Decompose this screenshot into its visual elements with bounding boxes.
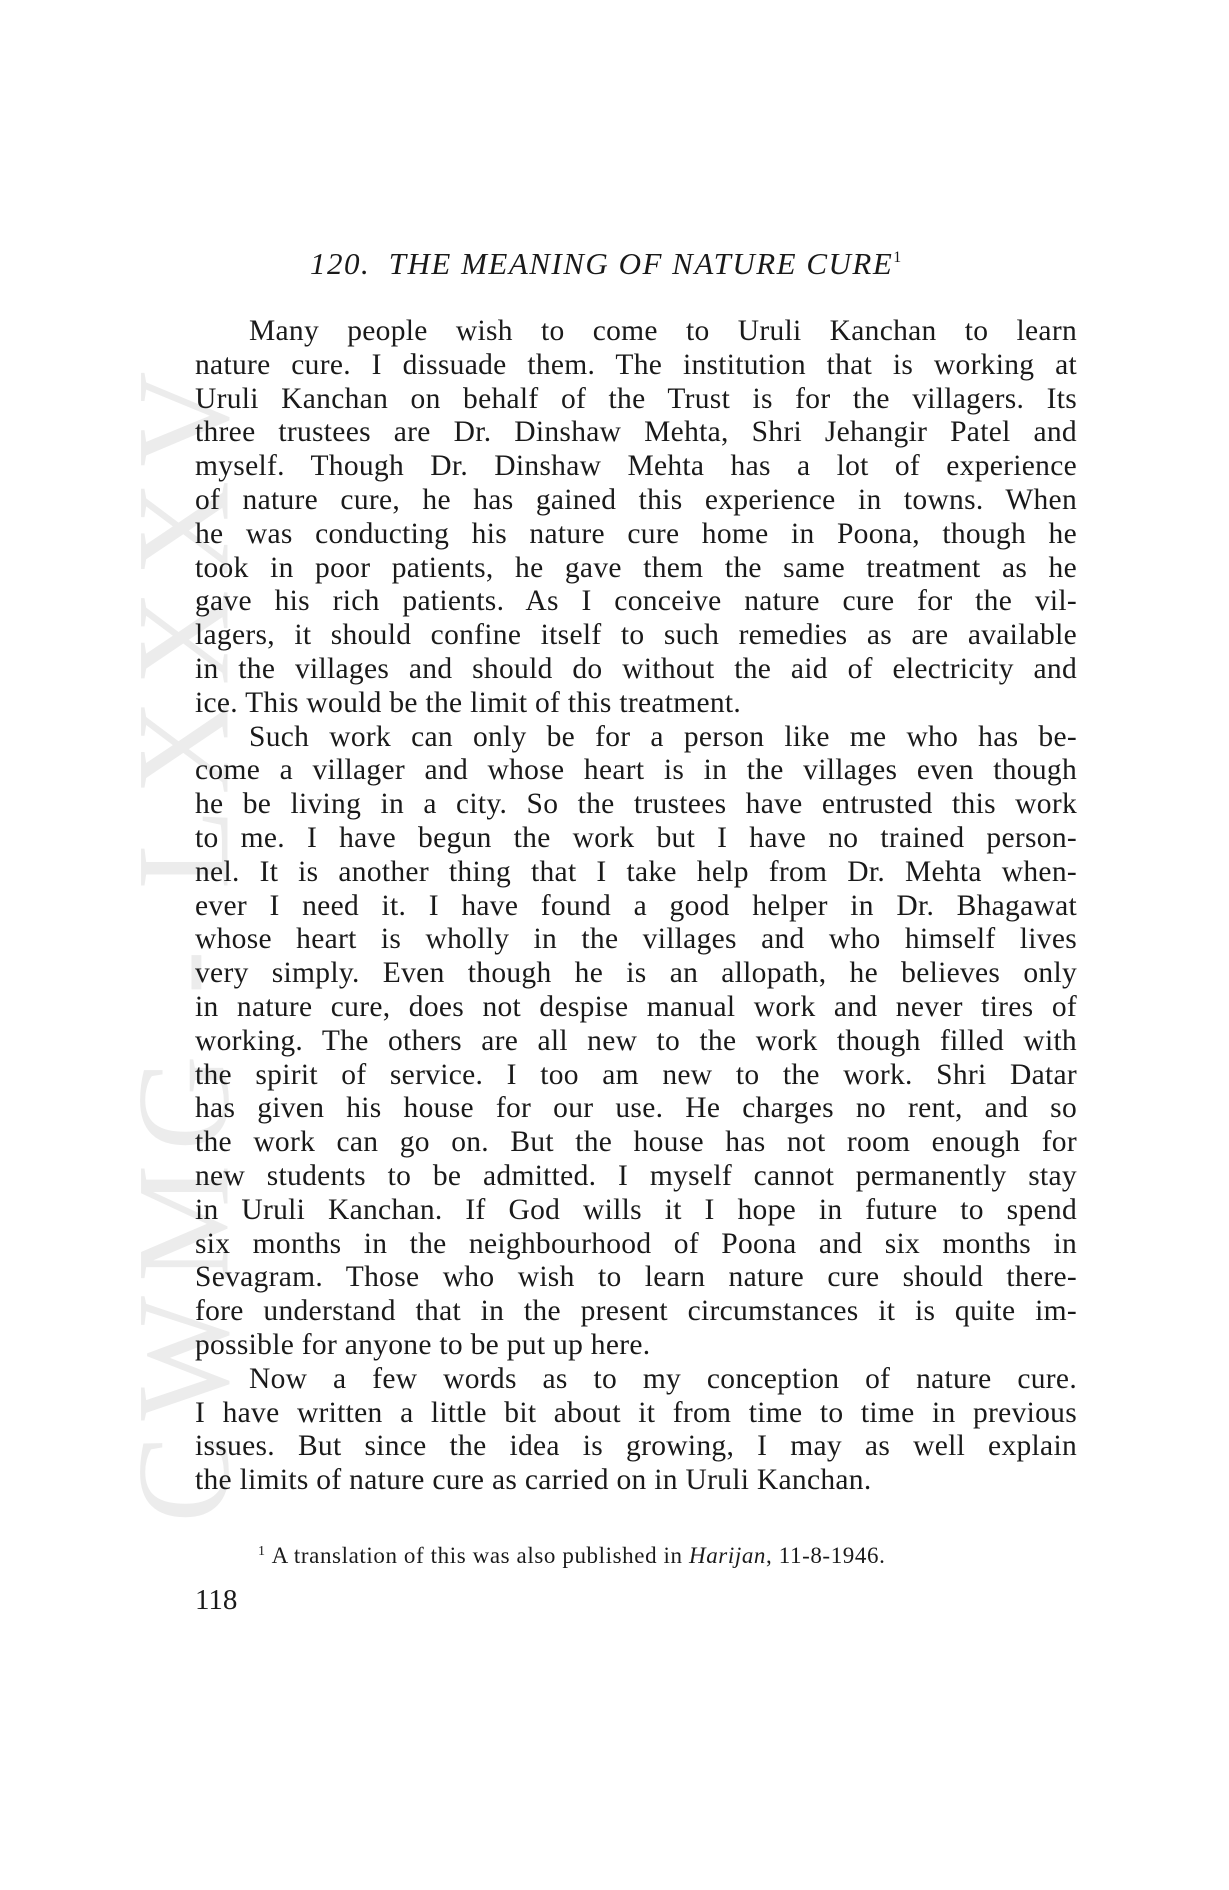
text-line: six months in the neighbourhood of Poona and six months in bbox=[195, 1227, 1077, 1260]
text-line: Uruli Kanchan on behalf of the Trust is for the villagers. Its bbox=[195, 382, 1077, 415]
text-line: ice. This would be the limit of this treatment. bbox=[195, 686, 742, 719]
text-line: very simply. Even though he is an allopath, he believes only bbox=[195, 957, 1077, 990]
text-line: new students to be admitted. I myself cannot permanently stay bbox=[195, 1159, 1077, 1192]
page-number: 118 bbox=[195, 1584, 238, 1616]
footnote-text-before: A translation of this was also published in bbox=[271, 1543, 689, 1568]
text-line: the work can go on. But the house has not room enough for bbox=[195, 1126, 1077, 1159]
text-line: of nature cure, he has gained this experience in towns. When bbox=[195, 483, 1077, 516]
text-line: the limits of nature cure as carried on in Uruli Kanchan. bbox=[195, 1464, 872, 1497]
text-line: the spirit of service. I too am new to the work. Shri Datar bbox=[195, 1058, 1077, 1091]
text-line: ever I need it. I have found a good helper in Dr. Bhagawat bbox=[195, 889, 1077, 922]
text-line: has given his house for our use. He charges no rent, and so bbox=[195, 1092, 1077, 1125]
text-line: lagers, it should confine itself to such remedies as are available bbox=[195, 619, 1077, 652]
paragraph bbox=[195, 315, 1077, 721]
text-line: fore understand that in the present circumstances it is quite im- bbox=[195, 1295, 1077, 1328]
text-line: Such work can only be for a person like me who has be- bbox=[249, 720, 1077, 753]
watermark-text: CWMG - LXXXV bbox=[109, 357, 257, 1523]
text-line: possible for anyone to be put up here. bbox=[195, 1328, 651, 1361]
paragraph bbox=[195, 1363, 1077, 1498]
text-line: I have written a little bit about it from time to time in previous bbox=[195, 1396, 1077, 1429]
paragraph bbox=[195, 721, 1077, 1363]
text-line: in the villages and should do without the aid of electricity and bbox=[195, 652, 1077, 685]
footnote bbox=[258, 1543, 885, 1569]
text-line: whose heart is wholly in the villages and who himself lives bbox=[195, 923, 1077, 956]
text-line: Now a few words as to my conception of nature cure. bbox=[249, 1362, 1077, 1395]
text-line: in Uruli Kanchan. If God wills it I hope in future to spend bbox=[195, 1193, 1077, 1226]
article-body bbox=[195, 315, 1077, 1498]
heading-footnote-marker: 1 bbox=[893, 249, 902, 266]
text-line: issues. But since the idea is growing, I may as well explain bbox=[195, 1430, 1077, 1463]
text-line: to me. I have begun the work but I have no trained person- bbox=[195, 821, 1077, 854]
text-line: in nature cure, does not despise manual work and never tires of bbox=[195, 990, 1077, 1023]
text-line: myself. Though Dr. Dinshaw Mehta has a lot of experience bbox=[195, 450, 1077, 483]
text-line: gave his rich patients. As I conceive nature cure for the vil- bbox=[195, 585, 1077, 618]
article-number: 120. bbox=[310, 246, 371, 281]
text-line: he was conducting his nature cure home in Poona, though he bbox=[195, 517, 1077, 550]
text-line: three trustees are Dr. Dinshaw Mehta, Shri Jehangir Patel and bbox=[195, 416, 1077, 449]
text-line: Sevagram. Those who wish to learn nature cure should there- bbox=[195, 1261, 1077, 1294]
article-title: THE MEANING OF NATURE CURE bbox=[388, 246, 894, 281]
footnote-publication: Harijan bbox=[688, 1543, 767, 1568]
article-heading bbox=[310, 246, 901, 282]
footnote-marker: 1 bbox=[258, 1544, 266, 1559]
text-line: nature cure. I dissuade them. The institution that is working at bbox=[195, 348, 1077, 381]
footnote-text-after: , 11-8-1946. bbox=[766, 1543, 886, 1568]
text-line: working. The others are all new to the work though filled with bbox=[195, 1024, 1077, 1057]
text-line: he be living in a city. So the trustees have entrusted this work bbox=[195, 788, 1077, 821]
text-line: took in poor patients, he gave them the same treatment as he bbox=[195, 551, 1077, 584]
text-line: come a villager and whose heart is in the villages even though bbox=[195, 754, 1077, 787]
text-line: nel. It is another thing that I take help from Dr. Mehta when- bbox=[195, 855, 1077, 888]
text-line: Many people wish to come to Uruli Kanchan to learn bbox=[249, 315, 1077, 347]
